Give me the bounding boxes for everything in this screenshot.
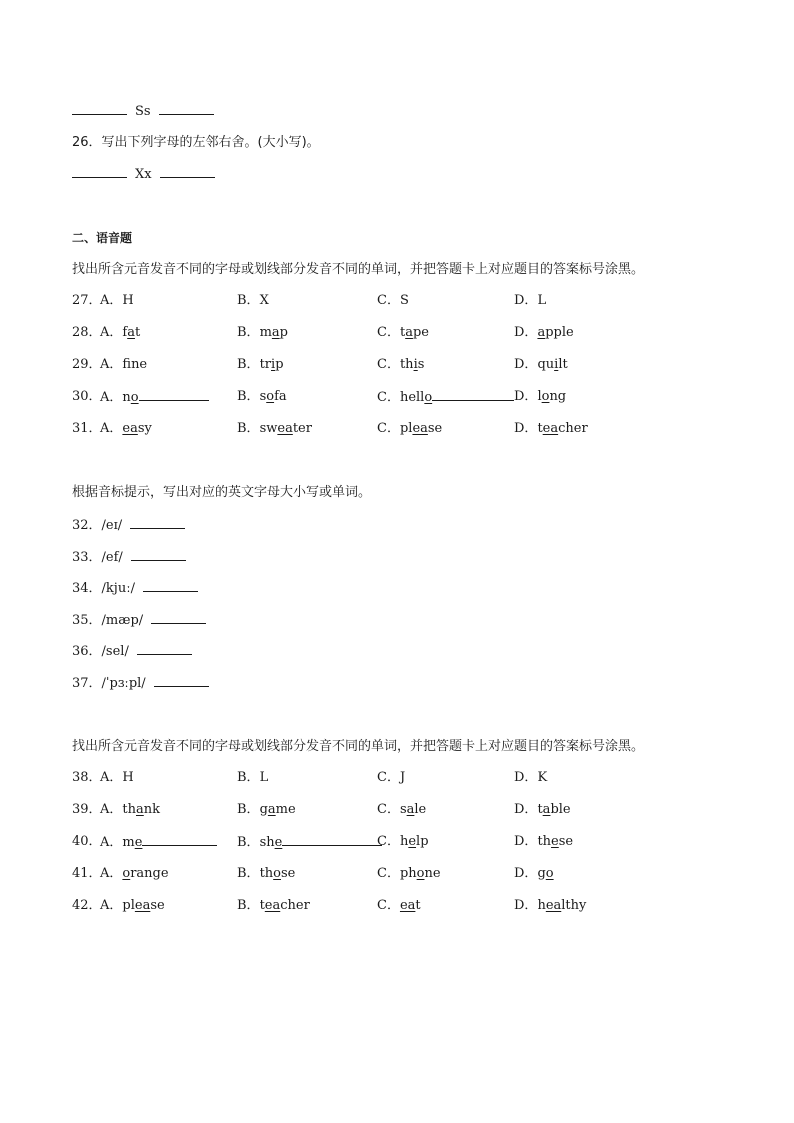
option-label: C．: [377, 293, 400, 308]
question-row: [72, 769, 548, 787]
option-c[interactable]: [377, 833, 429, 851]
letter: S: [399, 293, 409, 308]
letter: X: [259, 293, 269, 308]
word-prefix: g: [259, 802, 268, 817]
question-row: [72, 801, 571, 819]
instruction-vowel-sounds-2: 找出所含元音发音不同的字母或划线部分发音不同的单词，并把答题卡上对应题目的答案标号涂黑。: [72, 739, 645, 754]
underlined-letters: o: [424, 390, 433, 405]
answer-blank[interactable]: [143, 579, 198, 592]
underlined-letters: ea: [277, 421, 293, 436]
underlined-letters: a: [127, 325, 135, 340]
question-row: [72, 833, 574, 851]
option-c[interactable]: [377, 292, 409, 310]
question-number: 33．: [72, 549, 102, 565]
word-suffix: lthy: [561, 898, 587, 913]
word-suffix: cher: [558, 421, 588, 436]
underlined-letters: e: [408, 834, 417, 849]
word-suffix: nk: [143, 802, 161, 817]
underlined-letters: e: [134, 835, 143, 850]
option-d[interactable]: [514, 324, 574, 342]
option-label: A．: [100, 770, 123, 785]
underlined-letters: ea: [542, 421, 559, 436]
question-number: 29．: [72, 357, 102, 372]
instruction-phonetics: 根据音标提示，写出对应的英文字母大小写或单词。: [72, 485, 372, 500]
underlined-letters: o: [273, 866, 281, 881]
phonetic-symbol: /eɪ/: [101, 518, 123, 533]
underlined-letters: ea: [264, 898, 281, 913]
word-prefix: qu: [537, 357, 555, 372]
option-b[interactable]: [237, 324, 288, 342]
option-label: D．: [514, 421, 538, 436]
option-label: A．: [100, 390, 123, 405]
question-row: [72, 865, 554, 883]
word-prefix: h: [537, 898, 546, 913]
phonetic-symbol: /ef/: [101, 549, 123, 565]
word-suffix: sy: [137, 421, 152, 436]
option-label: C．: [377, 834, 400, 849]
underlined-letters: e: [274, 835, 283, 850]
option-label: A．: [100, 898, 123, 913]
question-number: 41．: [72, 866, 102, 881]
underlined-letters: i: [413, 357, 418, 372]
question-row: [72, 356, 568, 374]
underlined-letters: i: [271, 357, 276, 372]
question-row: [72, 388, 567, 406]
center-letter: Ss: [135, 104, 151, 119]
answer-blank[interactable]: [131, 548, 186, 561]
word-prefix: n: [122, 390, 131, 405]
underline-rule: [282, 833, 382, 846]
option-c[interactable]: [377, 801, 426, 819]
option-label: C．: [377, 802, 400, 817]
word-prefix: ph: [399, 866, 417, 881]
question-number: 37．: [72, 676, 102, 691]
answer-blank-left[interactable]: [72, 165, 127, 178]
word-suffix: se: [558, 834, 574, 849]
letter: L: [537, 293, 547, 308]
option-b[interactable]: [237, 833, 382, 852]
option-label: A．: [100, 835, 123, 850]
word-suffix: ng: [549, 389, 567, 404]
option-a[interactable]: [100, 897, 165, 915]
word-prefix: tr: [259, 357, 272, 372]
word-prefix: th: [259, 866, 274, 881]
word-suffix: cher: [280, 898, 310, 913]
word-suffix: p: [275, 357, 284, 372]
word-prefix: hell: [399, 390, 425, 405]
question-number: 34．: [72, 581, 102, 597]
underlined-letters: e: [551, 834, 559, 849]
letter: K: [537, 770, 548, 785]
underlined-letters: o: [130, 390, 139, 405]
underlined-letters: ea: [412, 421, 428, 436]
word-prefix: f: [122, 357, 132, 372]
option-c[interactable]: [377, 324, 429, 342]
option-label: B．: [237, 866, 260, 881]
option-b[interactable]: [237, 292, 269, 310]
option-label: D．: [514, 325, 538, 340]
question-number: 38．: [72, 770, 102, 785]
option-label: D．: [514, 834, 538, 849]
option-c[interactable]: [377, 388, 514, 407]
phonetic-symbol: /mæp/: [101, 612, 144, 628]
word-suffix: lt: [558, 357, 568, 372]
option-c[interactable]: [377, 769, 405, 787]
word-prefix: s: [259, 389, 267, 404]
option-label: B．: [237, 802, 260, 817]
option-d[interactable]: [514, 388, 566, 406]
option-a[interactable]: [100, 420, 152, 438]
answer-blank[interactable]: [137, 642, 192, 655]
underlined-letters: a: [136, 802, 144, 817]
word-prefix: t: [537, 421, 543, 436]
word-prefix: t: [399, 325, 406, 340]
question-number: 32．: [72, 518, 102, 533]
option-label: C．: [377, 770, 400, 785]
option-b[interactable]: [237, 356, 284, 374]
question-number: 27．: [72, 293, 102, 308]
word-suffix: ter: [292, 421, 312, 436]
question-row: [72, 897, 587, 915]
word-prefix: s: [399, 802, 407, 817]
option-label: C．: [377, 325, 400, 340]
option-label: D．: [514, 866, 538, 881]
option-d[interactable]: [514, 865, 554, 883]
option-label: B．: [237, 293, 260, 308]
word-suffix: ble: [550, 802, 571, 817]
question-number: 28．: [72, 325, 102, 340]
word-prefix: l: [537, 389, 542, 404]
phonetic-question: [72, 516, 185, 535]
word-prefix: sh: [259, 835, 275, 850]
phonetic-question: [72, 579, 198, 598]
word-prefix: th: [537, 834, 552, 849]
option-a[interactable]: [100, 833, 217, 852]
word-suffix: se: [427, 421, 443, 436]
answer-blank-left[interactable]: [72, 102, 127, 115]
option-label: A．: [100, 866, 123, 881]
underlined-letters: a: [406, 802, 415, 817]
underlined-letters: i: [554, 357, 559, 372]
letter: L: [259, 770, 269, 785]
option-label: B．: [237, 421, 260, 436]
underlined-letters: o: [416, 866, 425, 881]
option-label: A．: [100, 421, 123, 436]
option-c[interactable]: [377, 865, 441, 883]
option-label: B．: [237, 835, 260, 850]
word-suffix: p: [279, 325, 288, 340]
underlined-letters: a: [537, 325, 546, 340]
phonetic-symbol: /kjuː/: [101, 581, 135, 597]
phonetic-question: [72, 674, 209, 693]
option-label: B．: [237, 770, 260, 785]
option-label: A．: [100, 802, 123, 817]
answer-blank[interactable]: [154, 674, 209, 687]
option-a[interactable]: [100, 769, 134, 787]
underlined-letters: a: [405, 325, 413, 340]
option-c[interactable]: [377, 420, 442, 438]
option-label: C．: [377, 421, 400, 436]
option-b[interactable]: [237, 801, 296, 819]
option-label: D．: [514, 770, 538, 785]
word-prefix: m: [122, 835, 135, 850]
option-label: D．: [514, 293, 538, 308]
option-d[interactable]: [514, 292, 546, 310]
word-suffix: le: [414, 802, 427, 817]
answer-blank[interactable]: [130, 516, 185, 529]
word-suffix: lp: [416, 834, 429, 849]
word-prefix: th: [122, 802, 136, 817]
word-prefix: th: [399, 357, 414, 372]
word-prefix: m: [259, 325, 272, 340]
option-d[interactable]: [514, 801, 571, 819]
word-suffix: s: [417, 357, 425, 372]
underlined-letters: ea: [122, 421, 138, 436]
option-label: B．: [237, 325, 260, 340]
center-letter: Xx: [135, 167, 152, 182]
phonetic-symbol: /sel/: [101, 644, 129, 660]
option-label: B．: [237, 898, 260, 913]
word-suffix: me: [275, 802, 296, 817]
answer-blank-right[interactable]: [159, 102, 214, 115]
phonetic-question: [72, 611, 206, 630]
option-b[interactable]: [237, 897, 310, 915]
option-a[interactable]: [100, 388, 209, 407]
option-a[interactable]: [100, 292, 134, 310]
option-a[interactable]: [100, 865, 169, 883]
option-b[interactable]: [237, 420, 312, 438]
option-d[interactable]: [514, 833, 573, 851]
underlined-letters: ea: [399, 898, 416, 913]
letter-neighbors-ss: [72, 102, 214, 121]
word-suffix: t: [415, 898, 421, 913]
option-label: D．: [514, 802, 538, 817]
underlined-letters: o: [545, 866, 554, 881]
underlined-letters: ea: [545, 898, 562, 913]
question-number: 39．: [72, 802, 102, 817]
question-number: 42．: [72, 898, 102, 913]
option-label: D．: [514, 389, 538, 404]
option-label: B．: [237, 357, 260, 372]
option-label: C．: [377, 390, 400, 405]
underlined-letters: o: [266, 389, 275, 404]
underlined-letters: a: [542, 802, 551, 817]
letter-neighbors-xx: [72, 165, 215, 184]
question-26-prompt: 26．写出下列字母的左邻右舍。(大小写)。: [72, 135, 320, 150]
letter: J: [399, 770, 406, 785]
word-suffix: fa: [274, 389, 287, 404]
phonetic-question: [72, 548, 186, 567]
word-suffix: ne: [424, 866, 441, 881]
option-d[interactable]: [514, 897, 586, 915]
question-row: [72, 292, 547, 310]
option-a[interactable]: [100, 801, 160, 819]
option-label: C．: [377, 357, 400, 372]
underlined-letters: a: [271, 325, 280, 340]
question-row: [72, 420, 588, 438]
question-row: [72, 324, 574, 342]
underlined-letters: a: [267, 802, 276, 817]
instruction-vowel-sounds-1: 找出所含元音发音不同的字母或划线部分发音不同的单词，并把答题卡上对应题目的答案标号涂黑。: [72, 262, 645, 277]
word-prefix: f: [122, 325, 128, 340]
option-c[interactable]: [377, 356, 424, 374]
option-label: B．: [237, 389, 260, 404]
phonetic-question: [72, 642, 192, 661]
option-a[interactable]: [100, 324, 140, 342]
word-suffix: se: [150, 898, 165, 913]
option-label: A．: [100, 293, 123, 308]
underline-rule: [142, 833, 217, 846]
option-d[interactable]: [514, 356, 568, 374]
option-c[interactable]: [377, 897, 421, 915]
word-prefix: pl: [399, 421, 413, 436]
option-label: D．: [514, 898, 538, 913]
option-label: C．: [377, 866, 400, 881]
underline-rule: [139, 388, 209, 401]
word-prefix: pl: [122, 898, 135, 913]
section-heading: 二、语音题: [72, 231, 133, 245]
question-number: 35．: [72, 612, 102, 628]
question-number: 40．: [72, 834, 102, 849]
underline-rule: [432, 388, 514, 401]
option-d[interactable]: [514, 769, 547, 787]
letter: H: [122, 770, 134, 785]
option-a[interactable]: [100, 356, 147, 374]
word-suffix: t: [134, 325, 141, 340]
question-number: 36．: [72, 644, 102, 660]
question-number: 30．: [72, 389, 102, 404]
option-label: C．: [377, 898, 400, 913]
option-label: A．: [100, 325, 123, 340]
answer-blank-right[interactable]: [160, 165, 215, 178]
underlined-letters: o: [541, 389, 550, 404]
option-b[interactable]: [237, 388, 287, 406]
option-b[interactable]: [237, 865, 295, 883]
word-suffix: pple: [545, 325, 574, 340]
word-prefix: t: [259, 898, 265, 913]
underlined-letters: ea: [134, 898, 151, 913]
word-prefix: g: [537, 866, 546, 881]
word-suffix: pe: [412, 325, 429, 340]
word-suffix: se: [281, 866, 296, 881]
word-prefix: h: [399, 834, 409, 849]
option-b[interactable]: [237, 769, 268, 787]
underlined-letters: o: [122, 866, 131, 881]
option-label: D．: [514, 357, 538, 372]
answer-blank[interactable]: [151, 611, 206, 624]
word-prefix: t: [537, 802, 543, 817]
question-number: 31．: [72, 421, 102, 436]
option-label: A．: [100, 357, 123, 372]
letter: H: [122, 293, 134, 308]
word-prefix: sw: [259, 421, 278, 436]
word-suffix: range: [130, 866, 169, 881]
option-d[interactable]: [514, 420, 588, 438]
word-suffix: ne: [131, 357, 148, 372]
phonetic-symbol: /ˈpɜːpl/: [101, 676, 146, 691]
